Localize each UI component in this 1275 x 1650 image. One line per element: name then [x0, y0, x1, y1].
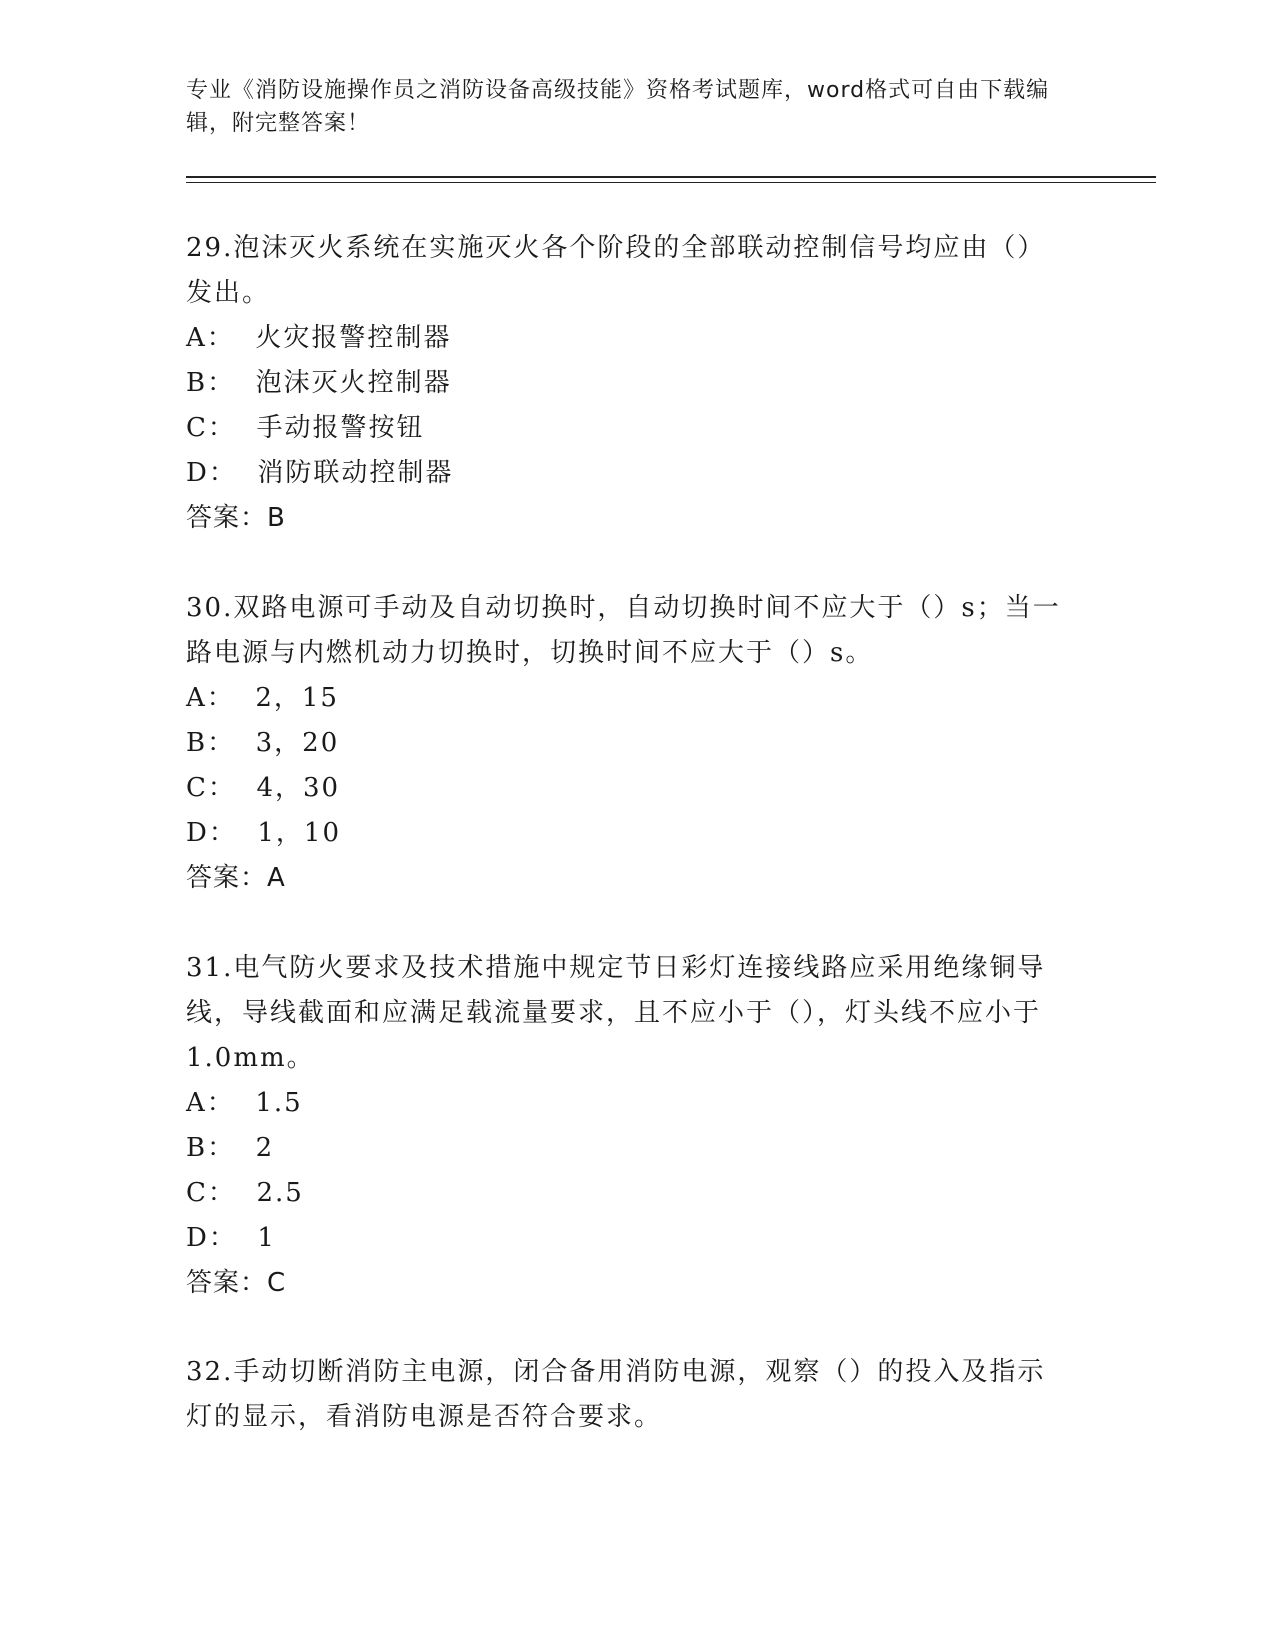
question-29 [186, 226, 1066, 541]
answer-text: 答案：C [186, 1268, 287, 1298]
option-text: 4，30 [256, 773, 341, 803]
question-stem: 29.泡沫灭火系统在实施灭火各个阶段的全部联动控制信号均应由（）发出。 [186, 233, 1046, 308]
question-stem: 30.双路电源可手动及自动切换时，自动切换时间不应大于（）s；当一路电源与内燃机动力切换时，切换时间不应大于（）s。 [186, 593, 1061, 668]
question-30 [186, 586, 1066, 901]
option-b: B： 泡沫灭火控制器 [186, 368, 452, 398]
option-d: D： 消防联动控制器 [186, 458, 454, 488]
header-rule-thick [186, 176, 1156, 178]
option-b: B： 3，20 [186, 728, 340, 758]
option-text: 消防联动控制器 [257, 458, 454, 488]
option-label: B [186, 368, 208, 398]
option-text: 2 [255, 1133, 275, 1163]
option-a: A： 火灾报警控制器 [186, 323, 452, 353]
option-c: C： 2.5 [186, 1178, 304, 1208]
option-text: 1，10 [257, 818, 342, 848]
option-text: 1.5 [255, 1088, 303, 1118]
question-stem: 32.手动切断消防主电源，闭合备用消防电源，观察（）的投入及指示灯的显示，看消防电源是否符合要求。 [186, 1357, 1046, 1432]
option-a: A： 1.5 [186, 1088, 303, 1118]
option-label: D [186, 458, 209, 488]
header-rule-thin [186, 182, 1156, 183]
option-d: D： 1 [186, 1223, 276, 1253]
option-text: 泡沫灭火控制器 [255, 368, 452, 398]
option-d: D： 1，10 [186, 818, 342, 848]
option-b: B： 2 [186, 1133, 275, 1163]
option-text: 3，20 [255, 728, 340, 758]
option-text: 火灾报警控制器 [255, 323, 452, 353]
option-a: A： 2，15 [186, 683, 339, 713]
question-31 [186, 946, 1066, 1306]
option-label: D [186, 818, 209, 848]
question-stem: 31.电气防火要求及技术措施中规定节日彩灯连接线路应采用绝缘铜导线，导线截面和应满足载流量要求，且不应小于（），灯头线不应小于1.0mm。 [186, 953, 1046, 1073]
option-c: C： 4，30 [186, 773, 341, 803]
option-label: A [186, 683, 207, 713]
option-label: D [186, 1223, 209, 1253]
option-label: C [186, 773, 208, 803]
option-label: B [186, 728, 208, 758]
answer-text: 答案：B [186, 503, 286, 533]
option-label: B [186, 1133, 208, 1163]
option-text: 2，15 [255, 683, 339, 713]
question-32 [186, 1350, 1066, 1440]
option-label: A [186, 323, 207, 353]
option-label: C [186, 1178, 208, 1208]
option-label: A [186, 1088, 207, 1118]
option-text: 1 [257, 1223, 276, 1253]
option-c: C： 手动报警按钮 [186, 413, 425, 443]
option-text: 2.5 [256, 1178, 304, 1208]
option-label: C [186, 413, 208, 443]
option-text: 手动报警按钮 [256, 413, 425, 443]
answer-text: 答案：A [186, 863, 286, 893]
document-header-text: 专业《消防设施操作员之消防设备高级技能》资格考试题库，word格式可自由下载编辑，附完整答案！ [186, 78, 1050, 136]
